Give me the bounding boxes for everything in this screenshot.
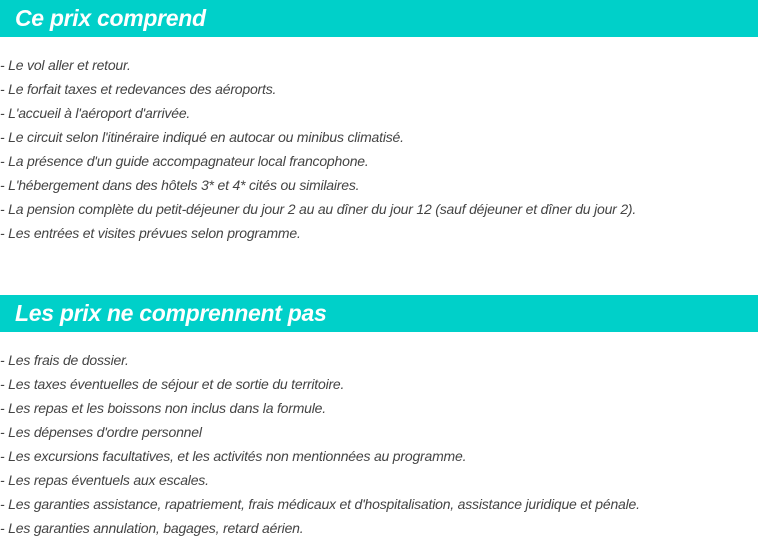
- excludes-section-header: [0, 295, 758, 332]
- excludes-list-item: - Les garanties annulation, bagages, retard aérien.: [0, 520, 304, 536]
- includes-list-item: - Le circuit selon l'itinéraire indiqué en autocar ou minibus climatisé.: [0, 129, 404, 145]
- excludes-list-item: - Les taxes éventuelles de séjour et de sortie du territoire.: [0, 376, 345, 392]
- includes-list-item: - La présence d'un guide accompagnateur local francophone.: [0, 153, 369, 169]
- includes-list-item: - Les entrées et visites prévues selon programme.: [0, 225, 301, 241]
- includes-section-header: [0, 0, 758, 37]
- excludes-list-item: - Les excursions facultatives, et les activités non mentionnées au programme.: [0, 448, 467, 464]
- excludes-list-item: - Les repas éventuels aux escales.: [0, 472, 209, 488]
- excludes-list: [0, 348, 640, 540]
- includes-list-item: - Le vol aller et retour.: [0, 57, 131, 73]
- includes-list-item: - L'accueil à l'aéroport d'arrivée.: [0, 105, 191, 121]
- excludes-list-item: - Les dépenses d'ordre personnel: [0, 424, 202, 440]
- includes-list-item: - La pension complète du petit-déjeuner du jour 2 au au dîner du jour 12 (sauf déjeuner et dîner du jour 2).: [0, 201, 637, 217]
- includes-section-title: Ce prix comprend: [15, 5, 206, 31]
- includes-list: [0, 53, 636, 245]
- excludes-list-item: - Les repas et les boissons non inclus dans la formule.: [0, 400, 326, 416]
- excludes-list-item: - Les garanties assistance, rapatriement, frais médicaux et d'hospitalisation, assistance juridique et pénale.: [0, 496, 640, 512]
- includes-list-item: - L'hébergement dans des hôtels 3* et 4* cités ou similaires.: [0, 177, 360, 193]
- includes-list-item: - Le forfait taxes et redevances des aéroports.: [0, 81, 277, 97]
- excludes-list-item: - Les frais de dossier.: [0, 352, 129, 368]
- excludes-section-title: Les prix ne comprennent pas: [15, 300, 327, 326]
